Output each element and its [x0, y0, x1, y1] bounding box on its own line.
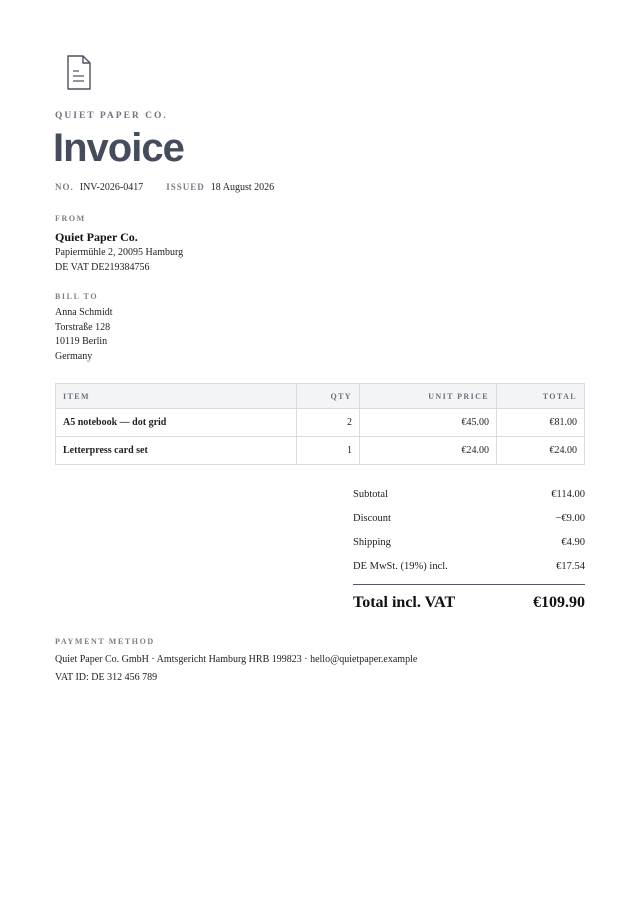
discount-row	[353, 508, 585, 532]
bill-to-label: BILL TO	[55, 292, 99, 301]
subtotal-value: €114.00	[551, 489, 585, 500]
vat-value: €17.54	[556, 561, 585, 572]
item-total: €24.00	[497, 437, 585, 465]
invoice-number: INV-2026-0417	[79, 182, 144, 193]
table-row	[56, 409, 585, 437]
subtotal-row	[353, 484, 585, 508]
footer-vat-id: VAT ID: DE 312 456 789	[55, 672, 158, 683]
issued-date: 18 August 2026	[210, 182, 275, 193]
discount-value: −€9.00	[555, 513, 585, 524]
bill-to-city: 10119 Berlin	[55, 336, 108, 347]
from-vat: DE VAT DE219384756	[55, 261, 150, 273]
shipping-label: Shipping	[353, 537, 391, 548]
table-header-row	[56, 384, 585, 409]
totals-block	[353, 484, 585, 612]
item-unit-price: €24.00	[360, 437, 497, 465]
column-header-qty: QTY	[297, 384, 360, 409]
from-label: FROM	[55, 214, 86, 223]
subtotal-label: Subtotal	[353, 489, 389, 500]
bill-to-name: Anna Schmidt	[55, 307, 113, 318]
page-title: Invoice	[53, 126, 184, 170]
vat-label: DE MwSt. (19%) incl.	[353, 561, 448, 572]
column-header-item: ITEM	[56, 384, 297, 409]
column-header-unit-price: UNIT PRICE	[360, 384, 497, 409]
from-address	[55, 246, 183, 275]
from-address-line: Papiermühle 2, 20095 Hamburg	[55, 247, 184, 258]
issued-label: ISSUED	[166, 182, 205, 192]
bill-to-address	[55, 306, 113, 364]
vat-row	[353, 556, 585, 580]
item-qty: 1	[297, 437, 360, 465]
invoice-meta	[55, 182, 274, 193]
company-kicker: QUIET PAPER CO.	[55, 111, 168, 121]
item-name: A5 notebook — dot grid	[56, 409, 297, 437]
line-items-table	[55, 383, 585, 465]
item-qty: 2	[297, 409, 360, 437]
item-unit-price: €45.00	[360, 409, 497, 437]
discount-label: Discount	[353, 513, 391, 524]
footer-company-line: Quiet Paper Co. GmbH · Amtsgericht Hamburg HRB 199823 · hello@quietpaper.example	[55, 654, 418, 665]
bill-to-street: Torstraße 128	[55, 321, 111, 333]
from-company-name: Quiet Paper Co.	[55, 230, 138, 244]
grand-total-label: Total incl. VAT	[353, 594, 456, 611]
payment-method-label: PAYMENT METHOD	[55, 637, 155, 646]
table-row	[56, 437, 585, 465]
grand-total-row	[353, 594, 585, 612]
bill-to-country: Germany	[55, 350, 93, 362]
shipping-row	[353, 532, 585, 556]
column-header-total: TOTAL	[497, 384, 585, 409]
totals-divider	[353, 584, 585, 585]
shipping-value: €4.90	[561, 537, 585, 548]
item-name: Letterpress card set	[56, 437, 297, 465]
item-total: €81.00	[497, 409, 585, 437]
document-icon	[67, 55, 91, 90]
grand-total-value: €109.90	[533, 594, 585, 611]
invoice-number-label: NO.	[55, 182, 74, 192]
